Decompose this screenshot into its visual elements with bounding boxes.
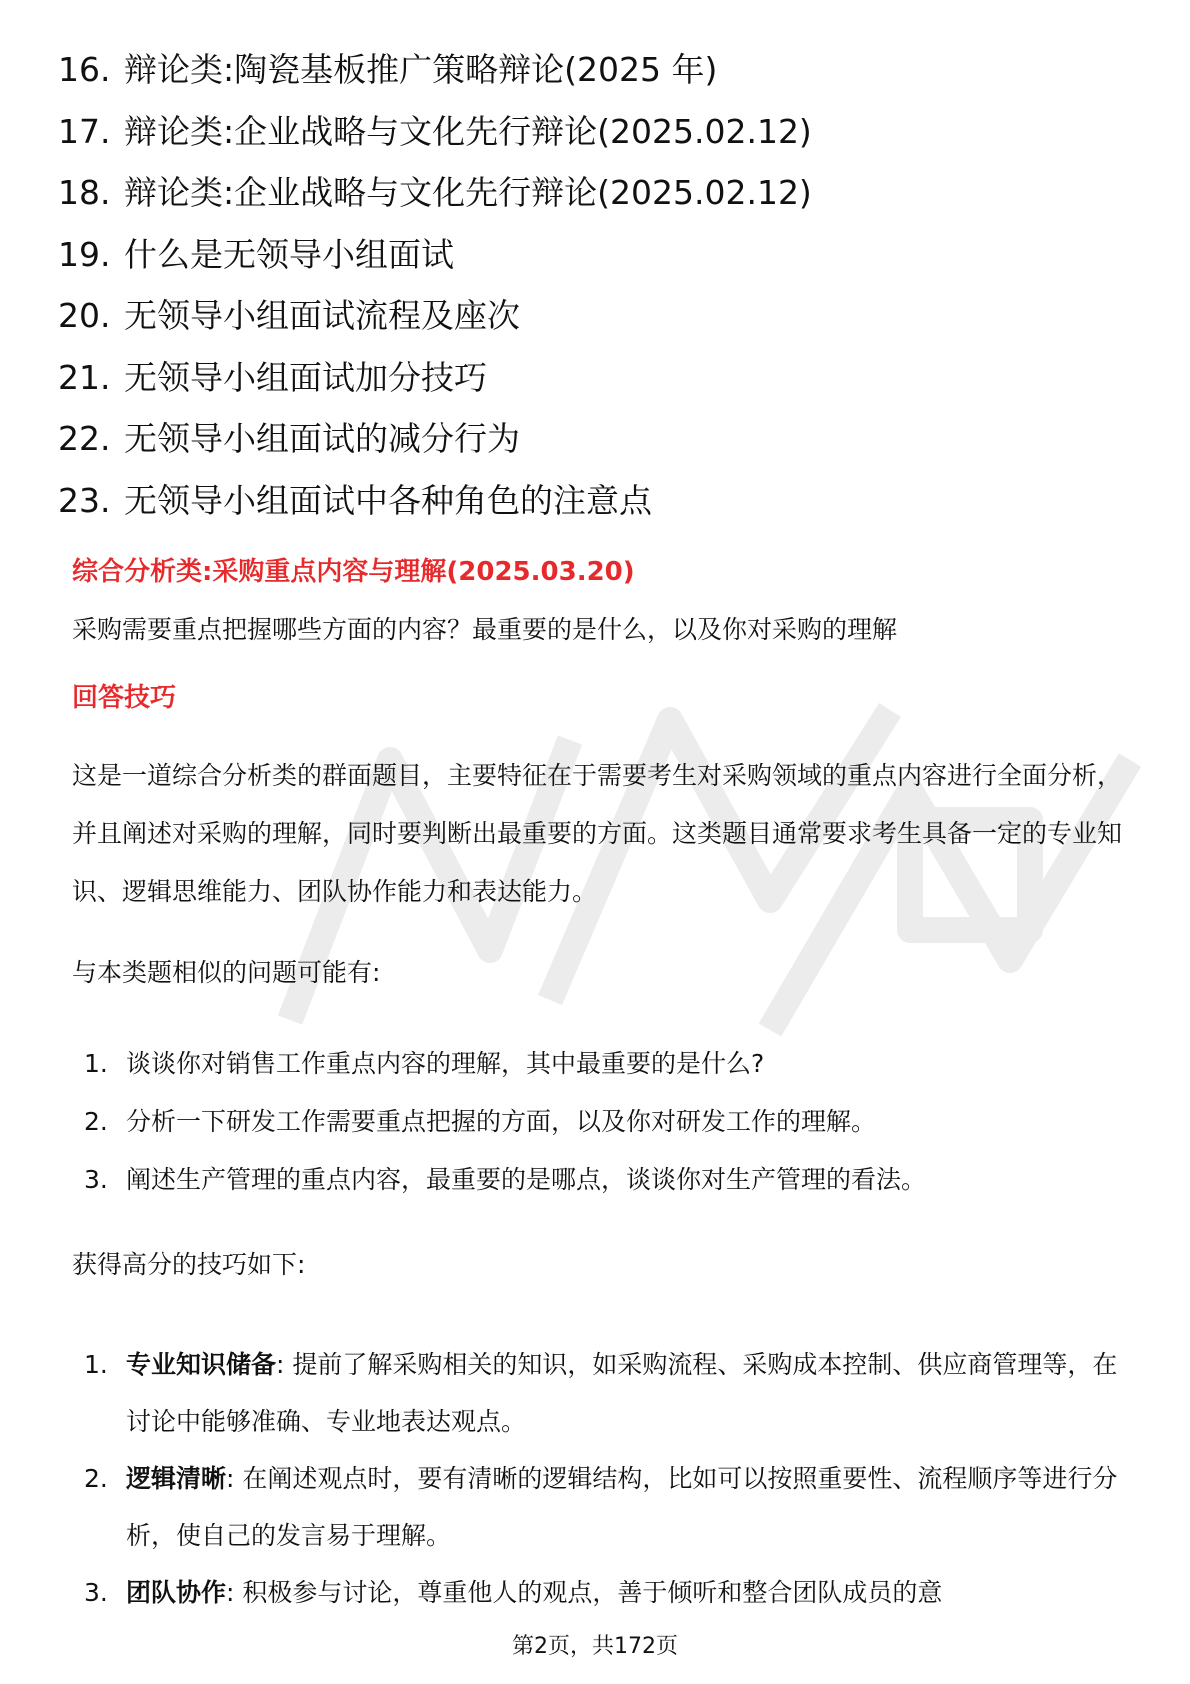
toc-item[interactable] xyxy=(58,479,1138,541)
list-text: 分析一下研发工作需要重点把握的方面，以及你对研发工作的理解。 xyxy=(126,1107,877,1136)
tips-heading: 获得高分的技巧如下: xyxy=(72,1250,306,1279)
table-of-contents xyxy=(58,48,1138,540)
list-item xyxy=(84,1162,1124,1220)
toc-text: 无领导小组面试的减分行为 xyxy=(124,419,520,458)
toc-item[interactable] xyxy=(58,294,1138,356)
toc-item[interactable] xyxy=(58,356,1138,418)
toc-number: 23. xyxy=(58,480,111,520)
toc-number: 16. xyxy=(58,50,111,89)
toc-text: 什么是无领导小组面试 xyxy=(124,234,454,274)
list-number: 3. xyxy=(84,1165,108,1194)
toc-text: 无领导小组面试中各种角色的注意点 xyxy=(124,480,652,520)
tip-keyword: 专业知识储备 xyxy=(126,1350,277,1379)
toc-number: 19. xyxy=(58,234,111,274)
toc-text: 辩论类:企业战略与文化先行辩论(2025.02.12) xyxy=(124,173,812,212)
tip-keyword: 团队协作 xyxy=(126,1578,227,1607)
toc-number: 18. xyxy=(58,173,111,212)
list-number: 1. xyxy=(84,1049,108,1078)
list-item xyxy=(84,1046,1124,1104)
tip-text: : 提前了解采购相关的知识，如采购流程、采购成本控制、供应商管理等，在讨论中能够准确、专业地表达观点。 xyxy=(126,1350,1118,1436)
list-text: 谈谈你对销售工作重点内容的理解，其中最重要的是什么? xyxy=(126,1049,765,1078)
list-number: 1. xyxy=(84,1350,108,1379)
section-title: 综合分析类:采购重点内容与理解(2025.03.20) xyxy=(72,557,635,587)
list-item xyxy=(84,1450,1124,1564)
toc-text: 无领导小组面试流程及座次 xyxy=(124,296,520,335)
toc-item[interactable] xyxy=(58,171,1138,233)
list-number: 2. xyxy=(84,1464,108,1493)
page-footer: 第2页，共172页 xyxy=(512,1634,678,1659)
toc-item[interactable] xyxy=(58,48,1138,110)
toc-text: 无领导小组面试加分技巧 xyxy=(124,357,487,397)
list-text: 阐述生产管理的重点内容，最重要的是哪点，谈谈你对生产管理的看法。 xyxy=(126,1165,927,1194)
toc-item[interactable] xyxy=(58,110,1138,172)
toc-item[interactable] xyxy=(58,417,1138,479)
toc-number: 22. xyxy=(58,419,111,458)
similar-questions-heading: 与本类题相似的问题可能有: xyxy=(72,958,381,987)
list-item xyxy=(84,1104,1124,1162)
toc-number: 20. xyxy=(58,296,111,335)
similar-questions-list xyxy=(84,1046,1124,1220)
list-item xyxy=(84,1336,1124,1450)
tip-keyword: 逻辑清晰 xyxy=(126,1464,227,1493)
list-item xyxy=(84,1564,1124,1621)
toc-text: 辩论类:陶瓷基板推广策略辩论(2025 年) xyxy=(124,50,718,89)
toc-text: 辩论类:企业战略与文化先行辩论(2025.02.12) xyxy=(124,111,812,151)
list-number: 3. xyxy=(84,1578,108,1607)
toc-number: 21. xyxy=(58,357,111,397)
toc-item[interactable] xyxy=(58,233,1138,295)
tips-list xyxy=(84,1336,1124,1621)
question-text: 采购需要重点把握哪些方面的内容？最重要的是什么，以及你对采购的理解 xyxy=(72,615,898,644)
tip-text: : 积极参与讨论，尊重他人的观点，善于倾听和整合团队成员的意 xyxy=(226,1578,943,1607)
tip-text: : 在阐述观点时，要有清晰的逻辑结构，比如可以按照重要性、流程顺序等进行分析，使自己的发言易于理解。 xyxy=(126,1464,1118,1550)
answer-tip-heading: 回答技巧 xyxy=(72,683,177,713)
toc-number: 17. xyxy=(58,111,111,151)
list-number: 2. xyxy=(84,1107,108,1136)
intro-paragraph: 这是一道综合分析类的群面题目，主要特征在于需要考生对采购领域的重点内容进行全面分析，并且阐述对采购的理解，同时要判断出最重要的方面。这类题目通常要求考生具备一定的专业知识、逻辑思维能力、团队协作能力和表达能力。 xyxy=(72,761,1123,906)
